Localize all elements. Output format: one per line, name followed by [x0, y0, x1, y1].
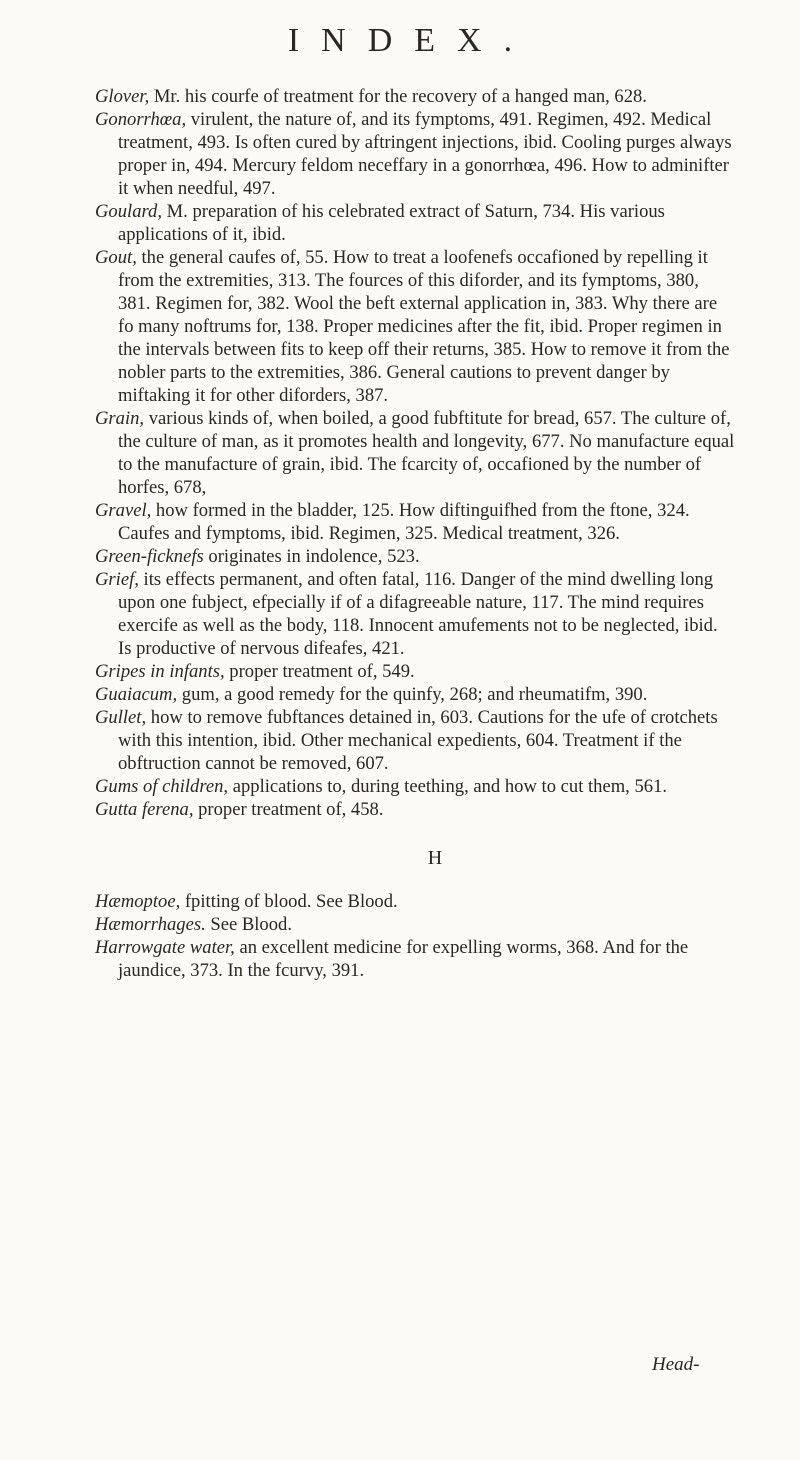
page-title: INDEX.	[287, 22, 535, 59]
entry-term: Gravel,	[95, 500, 152, 521]
catchword: Head-	[652, 1354, 700, 1375]
index-entry	[95, 85, 735, 108]
entry-text: the general caufes of, 55. How to treat a loofenefs occafioned by repelling it from the extremities, 313. The fources of this diforder, and its fymptoms, 380, 381. Regimen for, 382. Wool the beft external application in, 383. Why there are fo many noftrums for, 138. Proper medicines after the fit, ibid. Proper regimen in the intervals between fits to keep off their returns, 385. How to remove it from the nobler parts to the extremities, 386. General cautions to prevent danger by miftaking it for other diforders, 387.	[118, 247, 730, 406]
entry-text: various kinds of, when boiled, a good fubftitute for bread, 657. The culture of, the culture of man, as it promotes health and longevity, 677. No manufacture equal to the manufacture of grain, ibid. The fcarcity of, occafioned by the number of horfes, 678,	[118, 408, 735, 498]
index-entry	[95, 407, 735, 499]
entry-term: Hæmorrhages.	[95, 914, 206, 935]
index-entry	[95, 936, 735, 982]
entry-text: M. preparation of his celebrated extract of Saturn, 734. His various applications of it, ibid.	[118, 201, 665, 245]
index-entry	[95, 499, 735, 545]
entry-term: Gripes in infants,	[95, 661, 225, 682]
index-entries	[95, 85, 735, 982]
entry-text: applications to, during teething, and how to cut them, 561.	[228, 776, 668, 797]
entry-text: See Blood.	[205, 914, 292, 935]
index-entry	[95, 913, 735, 936]
entry-term: Guaiacum,	[95, 684, 178, 705]
index-entry	[95, 108, 735, 200]
entry-term: Gout,	[95, 247, 137, 268]
index-entry	[95, 200, 735, 246]
entry-text: originates in indolence, 523.	[203, 546, 420, 567]
entry-text: how formed in the bladder, 125. How diftinguifhed from the ftone, 324. Caufes and fymptoms, ibid. Regimen, 325. Medical treatment, 326.	[118, 500, 690, 544]
entry-text: its effects permanent, and often fatal, 116. Danger of the mind dwelling long upon one fubject, efpecially if of a difagreeable nature, 117. The mind requires exercife as well as the body, 118. Innocent amufements not to be neglected, ibid. Is productive of nervous difeafes, 421.	[118, 569, 718, 659]
entry-term: Harrowgate water,	[95, 937, 235, 958]
entry-term: Grain,	[95, 408, 145, 429]
entry-term: Grief,	[95, 569, 139, 590]
entry-term: Hæmoptoe,	[95, 891, 181, 912]
index-entry	[95, 798, 735, 821]
index-entry	[95, 246, 735, 407]
entry-term: Goulard,	[95, 201, 162, 222]
entry-text: how to remove fubftances detained in, 603. Cautions for the ufe of crotchets with this intention, ibid. Other mechanical expedients, 604. Treatment if the obftruction cannot be removed, 607.	[118, 707, 718, 774]
entry-term: Gonorrhœa,	[95, 109, 187, 130]
index-entry	[95, 890, 735, 913]
section-g-entries	[95, 85, 735, 821]
entry-term: Green-ficknefs	[95, 546, 204, 567]
section-letter-h: H	[427, 847, 443, 869]
index-entry	[95, 545, 735, 568]
index-entry	[95, 706, 735, 775]
index-entry	[95, 775, 735, 798]
index-entry	[95, 660, 735, 683]
entry-term: Gums of children,	[95, 776, 229, 797]
section-h-entries	[95, 890, 735, 982]
entry-text: virulent, the nature of, and its fymptoms, 491. Regimen, 492. Medical treatment, 493. Is often cured by aftringent injections, ibid. Cooling purges always proper in, 494. Mercury feldom neceffary in a gonorrhœa, 496. How to adminifter it when needful, 497.	[118, 109, 732, 199]
entry-term: Gullet,	[95, 707, 147, 728]
entry-text: gum, a good remedy for the quinfy, 268; and rheumatifm, 390.	[177, 684, 648, 705]
entry-text: proper treatment of, 458.	[193, 799, 384, 820]
entry-text: fpitting of blood. See Blood.	[180, 891, 398, 912]
entry-text: an excellent medicine for expelling worms, 368. And for the jaundice, 373. In the fcurvy, 391.	[118, 937, 689, 981]
entry-term: Glover,	[95, 86, 150, 107]
index-entry	[95, 568, 735, 660]
entry-text: Mr. his courfe of treatment for the recovery of a hanged man, 628.	[149, 86, 647, 107]
entry-text: proper treatment of, 549.	[224, 661, 415, 682]
index-entry	[95, 683, 735, 706]
entry-term: Gutta ferena,	[95, 799, 194, 820]
